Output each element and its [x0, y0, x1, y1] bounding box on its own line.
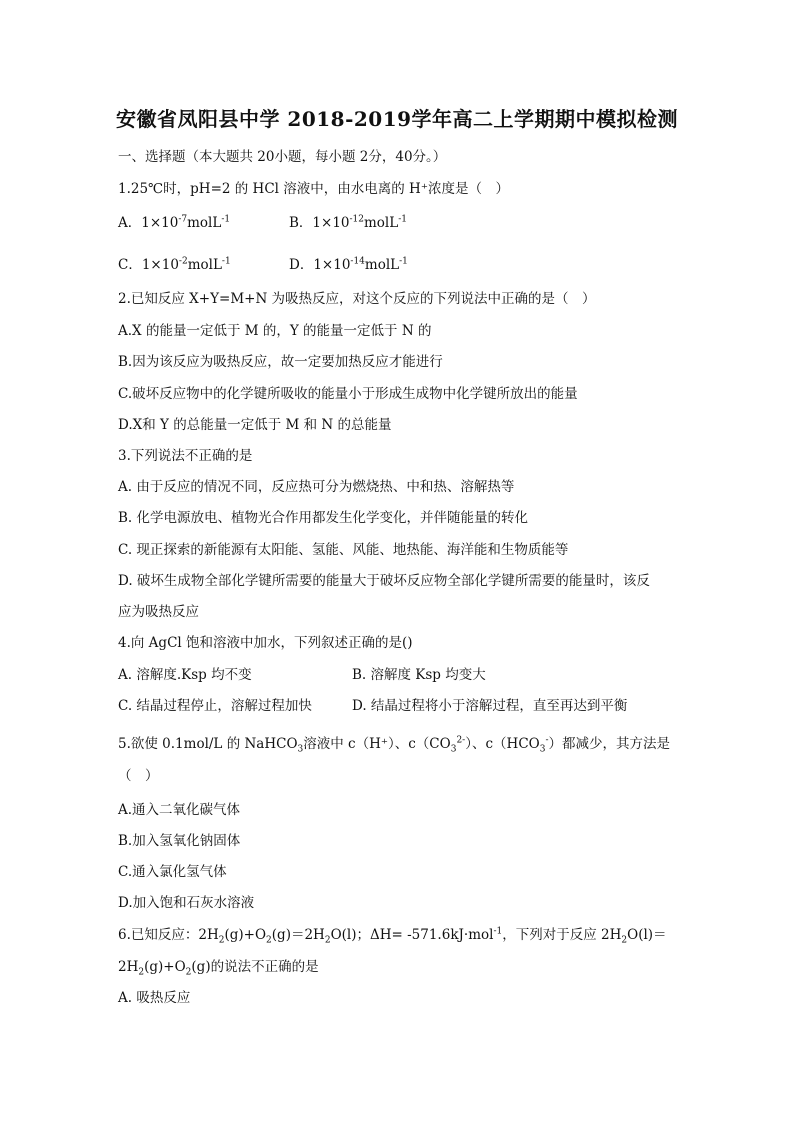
q3-option-a: A. 由于反应的情况不同，反应热可分为燃烧热、中和热、溶解热等 — [118, 479, 515, 495]
q4-option-a: A. 溶解度.Ksp 均不变 — [118, 667, 252, 683]
q5-option-a: A.通入二氧化碳气体 — [118, 802, 241, 818]
q2-option-a: A.X 的能量一定低于 M 的，Y 的能量一定低于 N 的 — [118, 323, 432, 339]
q2-option-d: D.X和 Y 的总能量一定低于 M 和 N 的总能量 — [118, 417, 392, 433]
question-2-stem: 2.已知反应 X+Y=M+N 为吸热反应，对这个反应的下列说法中正确的是（ ） — [118, 291, 596, 307]
question-5-stem-line2: （ ） — [118, 768, 159, 784]
q3-option-b: B. 化学电源放电、植物光合作用都发生化学变化，并伴随能量的转化 — [118, 510, 529, 526]
q5-option-d: D.加入饱和石灰水溶液 — [118, 895, 255, 911]
q3-option-c: C. 现正探索的新能源有太阳能、氢能、风能、地热能、海洋能和生物质能等 — [118, 542, 569, 558]
q3-option-d-line2: 应为吸热反应 — [118, 604, 199, 620]
q6-option-a: A. 吸热反应 — [118, 990, 191, 1006]
question-1-stem: 1.25℃时，pH=2 的 HCl 溶液中，由水电离的 H⁺浓度是（ ） — [118, 181, 509, 197]
question-4-stem: 4.向 AgCl 饱和溶液中加水，下列叙述正确的是() — [118, 635, 413, 651]
question-6-stem-line2: $2H_2(g)+O_2(g)$的说法不正确的是 — [118, 959, 319, 978]
q2-option-c: C.破坏反应物中的化学键所吸收的能量小于形成生成物中化学键所放出的能量 — [118, 386, 578, 402]
q4-option-c: C. 结晶过程停止，溶解过程加快 — [118, 698, 312, 714]
q1-option-c: C．$1\times 10^{-2}molL^{-1}$ — [118, 256, 231, 273]
q5-option-c: C.通入氯化氢气体 — [118, 864, 227, 880]
q5-option-b: B.加入氢氧化钠固体 — [118, 833, 241, 849]
question-6-stem-line1: 6.已知反应：$2H_2(g)+O_2(g)=2H_2O(l)$；ΔH= -571.6kJ·mol$^{-1}$，下列对于反应 $2H_2O(l)=$ — [118, 926, 667, 946]
q1-option-b: B．$1\times 10^{-12}molL^{-1}$ — [289, 214, 407, 231]
q3-option-d-line1: D. 破坏生成物全部化学键所需要的能量大于破坏反应物全部化学键所需要的能量时，该反 — [118, 573, 650, 589]
q4-option-b: B. 溶解度 Ksp 均变大 — [352, 667, 486, 683]
question-5-stem: 5.欲使 0.1mol/L 的 NaHCO$_3$溶液中 c（H⁺）、$c(CO_3^{2-})$、$c(HCO_3^-)$都减少，其方法是 — [118, 735, 670, 755]
q1-option-a: A．$1\times 10^{-7}molL^{-1}$ — [118, 214, 231, 231]
q1-option-d: D．$1\times 10^{-14}molL^{-1}$ — [289, 256, 408, 273]
q2-option-b: B.因为该反应为吸热反应，故一定要加热反应才能进行 — [118, 354, 443, 370]
q4-option-d: D. 结晶过程将小于溶解过程，直至再达到平衡 — [352, 698, 628, 714]
section-heading: 一、选择题（本大题共 20小题，每小题 2分，40分。） — [118, 149, 447, 165]
question-3-stem: 3.下列说法不正确的是 — [118, 448, 253, 464]
page-title: 安徽省凤阳县中学 2018-2019学年高二上学期期中模拟检测 — [115, 107, 679, 131]
